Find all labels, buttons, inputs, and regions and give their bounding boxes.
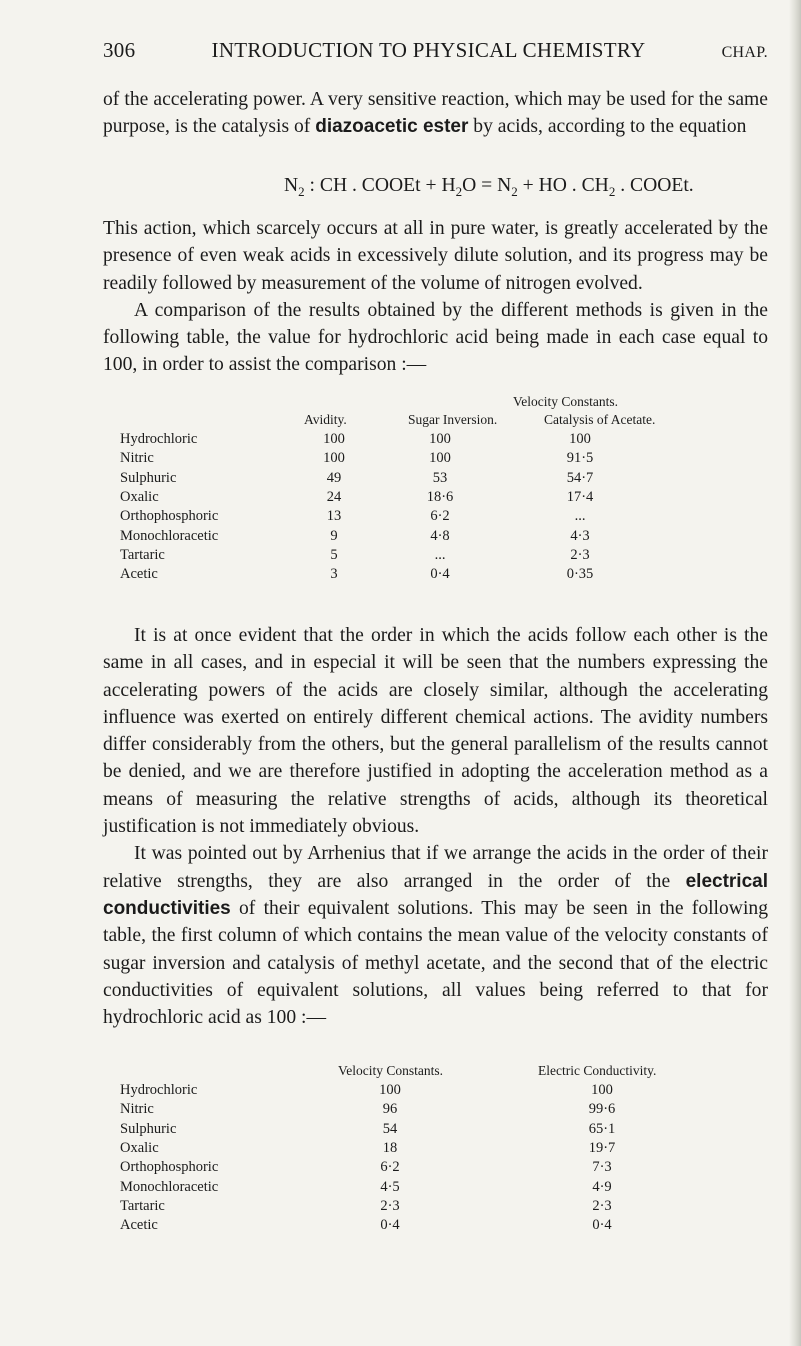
cell-acid: Oxalic bbox=[120, 1139, 159, 1156]
column-header-avidity: Avidity. bbox=[304, 412, 347, 427]
chapter-abbrev: CHAP. bbox=[721, 44, 768, 61]
cell-catalysis: 91·5 bbox=[566, 450, 594, 467]
paragraph-catalysis bbox=[103, 86, 768, 141]
cell-avidity: 5 bbox=[330, 546, 338, 563]
cell-acid: Tartaric bbox=[120, 1197, 165, 1214]
table-row bbox=[120, 488, 760, 507]
cell-electric-conductivity: 0·4 bbox=[592, 1217, 612, 1234]
table-acid-comparison bbox=[120, 392, 760, 592]
table-row bbox=[120, 449, 760, 468]
paragraph-text: It was pointed out by Arrhenius that if we arrange the acids in the order of their relative strengths, they are also arranged in the order of the bbox=[103, 843, 768, 892]
cell-catalysis: 2·3 bbox=[570, 546, 590, 563]
cell-velocity-constant: 54 bbox=[382, 1120, 398, 1137]
cell-avidity: 3 bbox=[330, 566, 338, 583]
table-row bbox=[120, 1081, 760, 1100]
cell-velocity-constant: 4·5 bbox=[380, 1178, 400, 1195]
cell-avidity: 49 bbox=[326, 469, 342, 486]
cell-catalysis: 4·3 bbox=[570, 527, 590, 544]
cell-acid: Acetic bbox=[120, 1217, 158, 1234]
cell-velocity-constant: 6·2 bbox=[380, 1159, 400, 1176]
table-row bbox=[120, 1139, 760, 1158]
eq-subscript: 2 bbox=[455, 183, 463, 199]
cell-acid: Orthophosphoric bbox=[120, 508, 219, 525]
paragraph-action bbox=[103, 215, 768, 379]
cell-velocity-constant: 2·3 bbox=[380, 1197, 400, 1214]
cell-catalysis: 54·7 bbox=[566, 469, 594, 486]
column-header-catalysis: Catalysis of Acetate. bbox=[544, 412, 656, 427]
cell-acid: Acetic bbox=[120, 566, 158, 583]
cell-velocity-constant: 96 bbox=[382, 1101, 398, 1118]
emphasis-electrical-conductivities: electrical conductivities bbox=[103, 870, 768, 919]
cell-catalysis: 17·4 bbox=[566, 488, 594, 505]
cell-sugar-inversion: 6·2 bbox=[430, 508, 450, 525]
cell-acid: Sulphuric bbox=[120, 1120, 177, 1137]
eq-part: . COOEt. bbox=[615, 175, 694, 196]
cell-sugar-inversion: 4·8 bbox=[430, 527, 450, 544]
eq-part: : CH . COOEt + H bbox=[304, 175, 456, 196]
cell-sugar-inversion: 100 bbox=[429, 431, 451, 447]
page-edge-shadow bbox=[789, 0, 801, 1346]
column-header-velocity-constants: Velocity Constants. bbox=[338, 1063, 443, 1078]
paragraph-text: A comparison of the results obtained by the different methods is given in the following table, the value for hydrochloric acid being made in each case equal to 100, in order to assist the comparison :— bbox=[103, 299, 768, 376]
cell-electric-conductivity: 4·9 bbox=[592, 1178, 612, 1195]
table-row bbox=[120, 565, 760, 584]
cell-acid: Monochloracetic bbox=[120, 527, 219, 544]
column-header-electric-conductivity: Electric Conductivity. bbox=[538, 1063, 657, 1078]
cell-sugar-inversion: ... bbox=[434, 546, 446, 563]
table-row bbox=[120, 527, 760, 546]
paragraph-text: of the accelerating power. A very sensitive reaction, which may be used for the same purpose, is the catalysis of bbox=[103, 89, 768, 138]
paragraph-text: of their equivalent solutions. This may be seen in the following table, the first column of which contains the mean value of the velocity constants of sugar inversion and catalysis of methyl acetate, and the second that of the electric conductivities of equivalent solutions, all values being referred to that for hydrochloric acid as 100 :— bbox=[103, 897, 768, 1029]
cell-electric-conductivity: 19·7 bbox=[588, 1139, 616, 1156]
table-row bbox=[120, 1216, 760, 1235]
table-row bbox=[120, 1178, 760, 1197]
cell-avidity: 100 bbox=[323, 431, 345, 447]
table-row bbox=[120, 1100, 760, 1119]
cell-sugar-inversion: 0·4 bbox=[430, 566, 450, 583]
cell-acid: Orthophosphoric bbox=[120, 1159, 219, 1176]
table-row bbox=[120, 1120, 760, 1139]
cell-acid: Hydrochloric bbox=[120, 1082, 198, 1098]
table-row bbox=[120, 430, 760, 449]
cell-electric-conductivity: 2·3 bbox=[592, 1197, 612, 1214]
cell-electric-conductivity: 7·3 bbox=[592, 1159, 612, 1176]
table-row bbox=[120, 507, 760, 526]
cell-acid: Nitric bbox=[120, 450, 154, 467]
emphasis-diazoacetic-ester: diazoacetic ester bbox=[315, 116, 469, 138]
chemical-equation bbox=[284, 175, 694, 200]
table-row bbox=[120, 1158, 760, 1177]
column-header-sugar-inversion: Sugar Inversion. bbox=[408, 412, 498, 427]
cell-velocity-constant: 0·4 bbox=[380, 1217, 400, 1234]
paragraph-text: It is at once evident that the order in which the acids follow each other is the same in all cases, and in especial it will be seen that the numbers expressing the accelerating powers of the acids are closely similar, although the accelerating influence was exerted on entirely different chemical actions. The avidity numbers differ considerably from the others, but the general parallelism of the results cannot be denied, and we are therefore justified in adopting the acceleration method as a means of measuring the relative strengths of acids, although its theoretical justification is not immediately obvious. bbox=[103, 625, 768, 838]
cell-electric-conductivity: 100 bbox=[591, 1082, 613, 1098]
eq-subscript: 2 bbox=[608, 183, 616, 199]
table-row bbox=[120, 1197, 760, 1216]
cell-acid: Hydrochloric bbox=[120, 431, 198, 447]
cell-avidity: 13 bbox=[326, 508, 342, 525]
eq-part: N bbox=[284, 175, 299, 196]
page-number: 306 bbox=[103, 38, 136, 62]
cell-sugar-inversion: 18·6 bbox=[426, 488, 454, 505]
cell-catalysis: ... bbox=[574, 508, 586, 525]
table-conductivity-comparison bbox=[120, 1061, 760, 1261]
cell-electric-conductivity: 65·1 bbox=[588, 1120, 616, 1137]
cell-acid: Tartaric bbox=[120, 546, 165, 563]
cell-acid: Oxalic bbox=[120, 488, 159, 505]
cell-catalysis: 0·35 bbox=[566, 566, 594, 583]
table-group-header: Velocity Constants. bbox=[513, 394, 618, 409]
table-row bbox=[120, 469, 760, 488]
cell-electric-conductivity: 99·6 bbox=[588, 1101, 616, 1118]
cell-acid: Sulphuric bbox=[120, 469, 177, 486]
cell-avidity: 24 bbox=[326, 488, 342, 505]
eq-subscript: 2 bbox=[298, 183, 305, 199]
paragraph-evident bbox=[103, 622, 768, 1031]
running-header bbox=[103, 38, 768, 63]
cell-sugar-inversion: 100 bbox=[429, 450, 451, 467]
table-row bbox=[120, 546, 760, 565]
cell-velocity-constant: 18 bbox=[382, 1139, 398, 1156]
cell-acid: Nitric bbox=[120, 1101, 154, 1118]
cell-acid: Monochloracetic bbox=[120, 1178, 219, 1195]
cell-velocity-constant: 100 bbox=[379, 1082, 401, 1098]
cell-sugar-inversion: 53 bbox=[432, 469, 448, 486]
cell-avidity: 9 bbox=[330, 527, 338, 544]
paragraph-text: by acids, according to the equation bbox=[468, 116, 747, 138]
paragraph-text: This action, which scarcely occurs at all in pure water, is greatly accelerated by the presence of even weak acids in excessively dilute solution, and its progress may be readily followed by measurement of the volume of nitrogen evolved. bbox=[103, 218, 768, 294]
eq-subscript: 2 bbox=[511, 183, 518, 199]
cell-avidity: 100 bbox=[323, 450, 345, 467]
eq-part: O = N bbox=[462, 175, 512, 196]
cell-catalysis: 100 bbox=[569, 431, 591, 447]
running-title: INTRODUCTION TO PHYSICAL CHEMISTRY bbox=[211, 38, 646, 62]
eq-part: + HO . CH bbox=[517, 175, 609, 196]
